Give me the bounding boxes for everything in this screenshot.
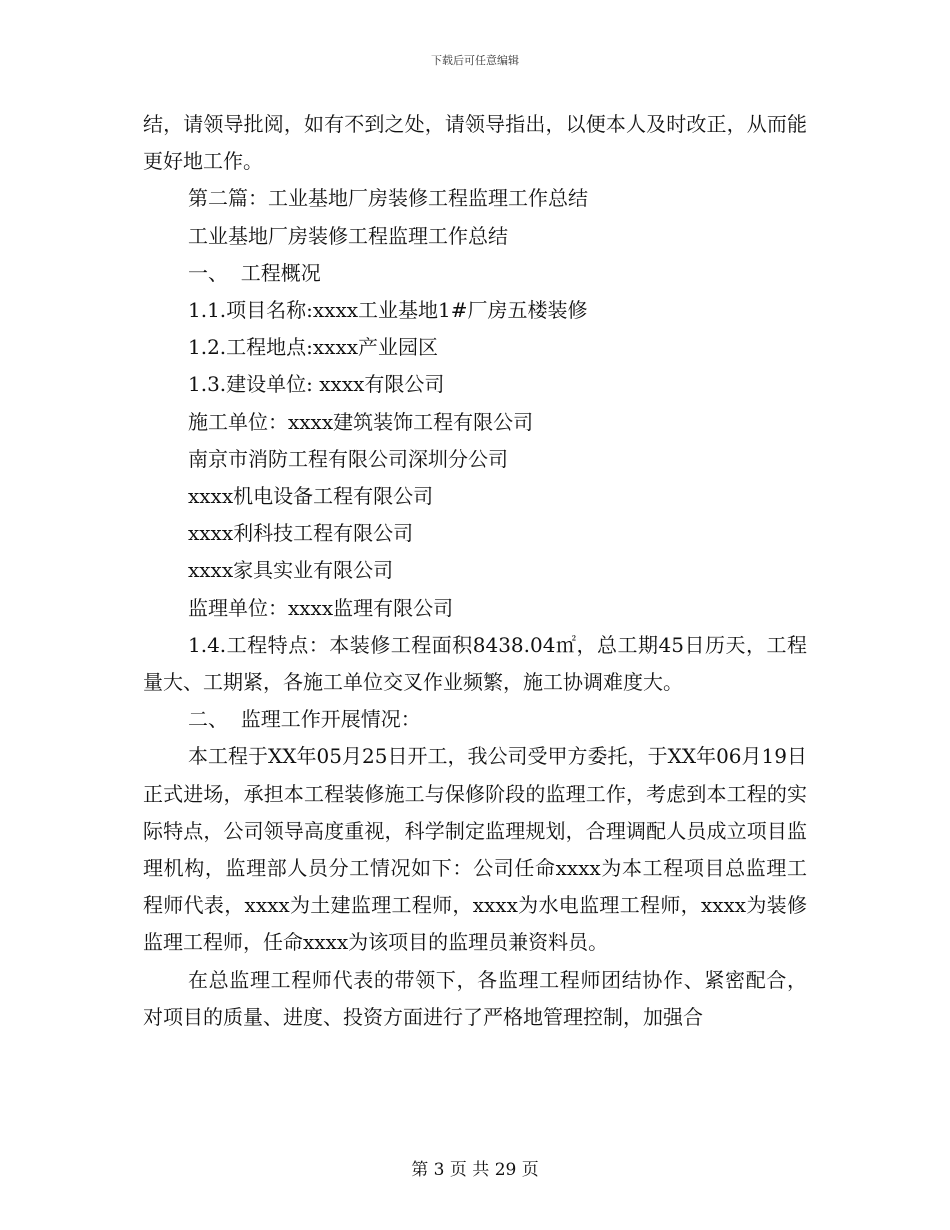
contractor-3: xxxx机电设备工程有限公司 [188, 484, 434, 509]
heading-supervision-work: 二、 监理工作开展情况： [188, 707, 421, 732]
project-location: 1.2.工程地点:xxxx产业园区 [188, 335, 439, 360]
document-body [143, 106, 807, 1036]
project-features: 1.4.工程特点：本装修工程面积8438.04㎡，总工期45日历天，工程量大、工期紧，各施工单位交叉作业频繁，施工协调难度大。 [143, 632, 807, 695]
header-note: 下载后可任意编辑 [431, 54, 519, 67]
project-name: 1.1.项目名称:xxxx工业基地1#厂房五楼装修 [188, 298, 588, 323]
page-number: 第 3 页 共 29 页 [411, 1160, 539, 1180]
contractor-4: xxxx利科技工程有限公司 [188, 521, 414, 546]
document-title: 工业基地厂房装修工程监理工作总结 [188, 223, 508, 248]
paragraph-supervision-details: 本工程于XX年05月25日开工，我公司受甲方委托，于XX年06月19日正式进场，承担本工程装修施工与保修阶段的监理工作，考虑到本工程的实际特点，公司领导高度重视，科学制定监理规划，合理调配人员成立项目监理机构，监理部人员分工情况如下：公司任命xxxx为本工程项目总监理工程师代表，xxxx为土建监理工程师，xxxx为水电监理工程师，xxxx为装修监理工程师，任命xxxx为该项目的监理员兼资料员。 [143, 744, 807, 955]
heading-project-overview: 一、 工程概况 [188, 260, 321, 285]
paragraph-team-cooperation: 在总监理工程师代表的带领下，各监理工程师团结协作、紧密配合，对项目的质量、进度、投资方面进行了严格地管理控制，加强合 [143, 967, 807, 1029]
contractor-2: 南京市消防工程有限公司深圳分公司 [188, 446, 508, 471]
paragraph-closing: 结，请领导批阅，如有不到之处，请领导指出，以便本人及时改正，从而能更好地工作。 [143, 112, 807, 174]
construction-owner: 1.3.建设单位: xxxx有限公司 [188, 372, 445, 397]
contractor-5: xxxx家具实业有限公司 [188, 558, 394, 583]
supervision-unit: 监理单位：xxxx监理有限公司 [188, 595, 454, 620]
section-title: 第二篇：工业基地厂房装修工程监理工作总结 [188, 186, 588, 211]
contractor-1: 施工单位：xxxx建筑装饰工程有限公司 [188, 409, 534, 434]
